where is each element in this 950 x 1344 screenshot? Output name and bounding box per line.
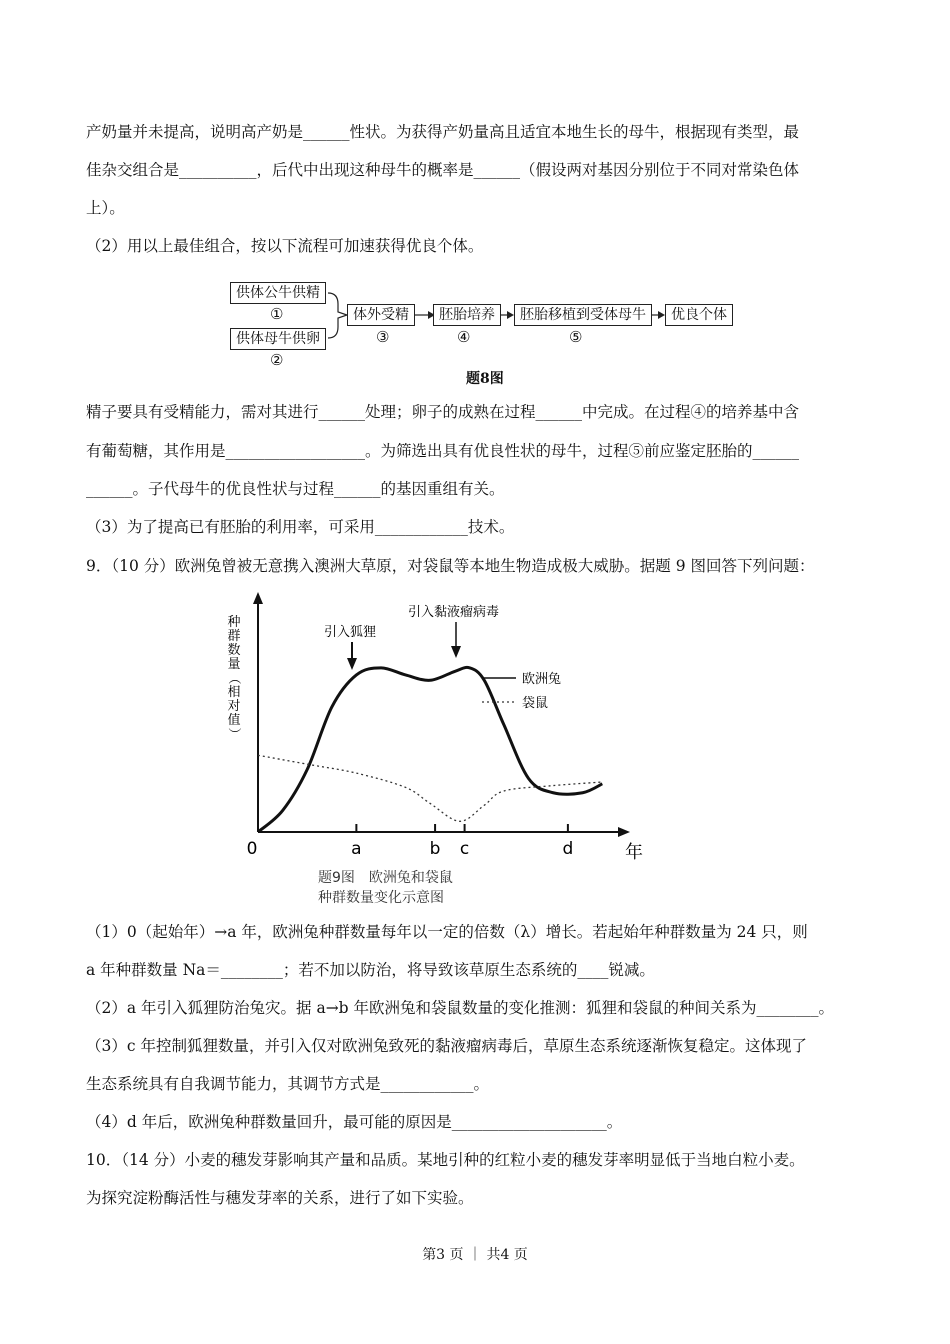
chart-caption-line-1: 题9图 欧洲兔和袋鼠 [318, 870, 453, 886]
legend-kangaroo-label: 袋鼠 [522, 696, 549, 711]
flow-step-1-label: ① [270, 305, 284, 323]
flow-step-3-label: ③ [376, 328, 390, 346]
legend-rabbit-label: 欧洲兔 [522, 672, 562, 687]
question-9-part-3-line-1: （3）c 年控制狐狸数量，并引入仅对欧洲兔致死的黏液瘤病毒后，草原生态系统逐渐恢复稳定。这体现了 [86, 1037, 807, 1055]
flow-box-sperm-donor: 供体公牛供精 [230, 282, 326, 304]
flowchart-caption: 题8图 [466, 371, 504, 387]
question-8-part-2: （2）用以上最佳组合，按以下流程可加速获得优良个体。 [86, 237, 484, 255]
y-axis-label-char: 对 [227, 699, 241, 714]
page-footer: 第3 页 ｜ 共4 页 [422, 1247, 528, 1263]
annotation-virus: 引入黏液瘤病毒 [408, 605, 500, 620]
question-9-part-4: （4）d 年后，欧洲兔种群数量回升，最可能的原因是____________________。 [86, 1113, 623, 1131]
question-9-part-1-line-2: a 年种群数量 Na＝________；若不加以防治，将导致该草原生态系统的____锐减。 [86, 961, 655, 979]
y-axis-label-char: 群 [227, 629, 241, 644]
flow-box-embryo-transfer: 胚胎移植到受体母牛 [514, 304, 652, 326]
chart-caption-line-2: 种群数量变化示意图 [318, 890, 444, 906]
y-axis-label-char: ） [226, 727, 241, 741]
question-9-stem: 9．（10 分）欧洲兔曾被无意携入澳洲大草原，对袋鼠等本地生物造成极大威胁。据题 9 图回答下列问题： [86, 557, 815, 575]
x-axis-label: 年 [625, 842, 643, 863]
flow-box-superior-individual: 优良个体 [665, 304, 733, 326]
flow-box-egg-donor: 供体母牛供卵 [230, 328, 326, 350]
flow-step-2-label: ② [270, 351, 284, 369]
question-8-text-line-6: 有葡萄糖，其作用是__________________。为筛选出具有优良性状的母牛，过程⑤前应鉴定胚胎的______ [86, 442, 800, 460]
question-8-text-line-7: ______。子代母牛的优良性状与过程______的基因重组有关。 [86, 480, 505, 498]
question-9-part-2: （2）a 年引入狐狸防治兔灾。据 a→b 年欧洲兔和袋鼠数量的变化推测：狐狸和袋鼠的种间关系为________。 [86, 999, 835, 1017]
question-8-text-line-5: 精子要具有受精能力，需对其进行______处理；卵子的成熟在过程______中完成。在过程④的培养基中含 [86, 403, 800, 421]
flow-box-ivf: 体外受精 [347, 304, 415, 326]
y-axis-label-char: 相 [227, 685, 241, 700]
y-axis-label-char: 数 [227, 643, 241, 658]
x-tick-label-a: a [351, 839, 362, 859]
question-8-part-3: （3）为了提高已有胚胎的利用率，可采用____________技术。 [86, 518, 515, 536]
y-axis-label-char: （ [226, 671, 241, 685]
x-tick-label-b: b [429, 839, 441, 859]
annotation-fox-arrowhead [347, 658, 357, 670]
flow-box-embryo-culture: 胚胎培养 [433, 304, 501, 326]
flow-step-4-label: ④ [457, 328, 471, 346]
y-axis-label-char: 值 [227, 713, 241, 728]
series-line-rabbit [258, 667, 602, 832]
y-axis-label [226, 615, 241, 741]
x-axis-arrow [618, 827, 630, 837]
question-9-part-3-line-2: 生态系统具有自我调节能力，其调节方式是____________。 [86, 1075, 490, 1093]
y-axis-label-char: 量 [227, 657, 241, 672]
question-10-stem-line-1: 10．（14 分）小麦的穗发芽影响其产量和品质。某地引种的红粒小麦的穗发芽率明显低于当地白粒小麦。 [86, 1151, 805, 1169]
flow-step-5-label: ⑤ [569, 328, 583, 346]
annotation-virus-arrowhead [451, 646, 461, 658]
y-axis-arrow [253, 592, 263, 604]
population-chart [220, 590, 650, 910]
y-axis-label-char: 种 [227, 615, 241, 630]
flow-connectors [0, 0, 950, 400]
x-tick-label-0: 0 [246, 839, 258, 859]
x-tick-label-c: c [459, 839, 470, 859]
x-tick-label-d: d [562, 839, 574, 859]
question-9-part-1-line-1: （1）0（起始年）→a 年，欧洲兔种群数量每年以一定的倍数（λ）增长。若起始年种群数量为 24 只，则 [86, 923, 808, 941]
question-8-text-line-2: 佳杂交组合是__________，后代中出现这种母牛的概率是______（假设两对基因分别位于不同对常染色体 [86, 161, 800, 179]
question-8-text-line-1: 产奶量并未提高，说明高产奶是______性状。为获得产奶量高且适宜本地生长的母牛，根据现有类型，最 [86, 123, 800, 141]
question-10-stem-line-2: 为探究淀粉酶活性与穗发芽率的关系，进行了如下实验。 [86, 1189, 474, 1207]
annotation-fox: 引入狐狸 [324, 625, 377, 640]
question-8-text-line-3: 上）。 [86, 199, 125, 217]
